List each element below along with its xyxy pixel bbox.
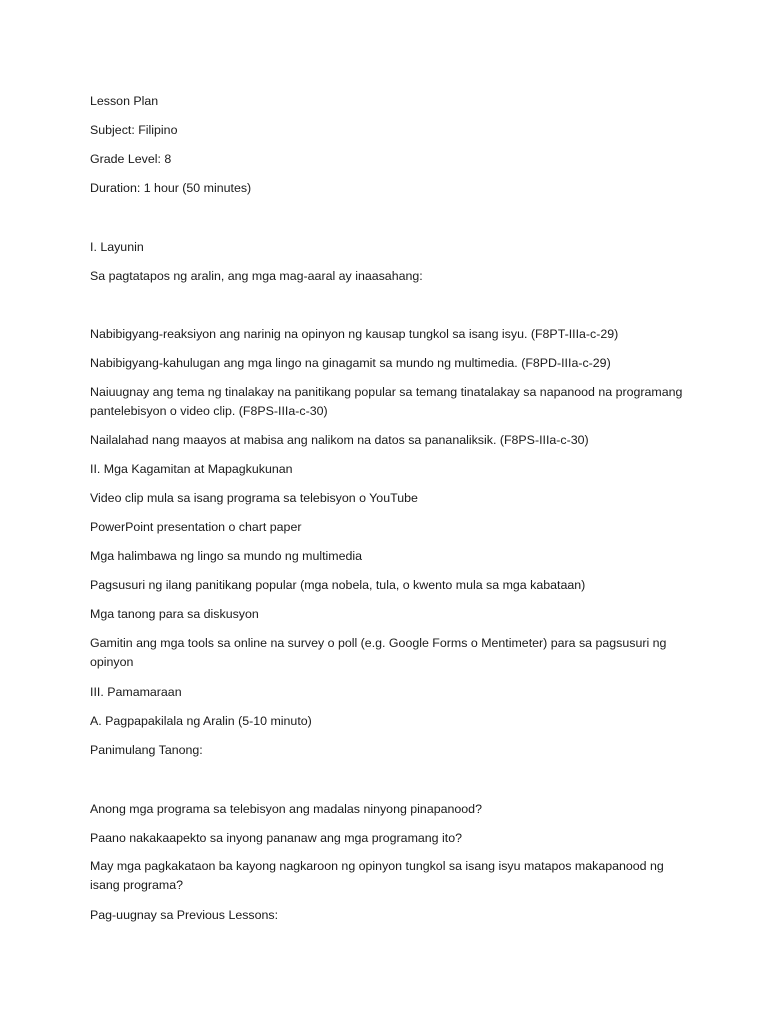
objective-item: Naiuugnay ang tema ng tinalakay na panitikang popular sa temang tinatalakay sa napanood na programang pantelebisyon o video clip. (F8PS-IIIa-c-30)	[90, 385, 683, 418]
question-item: May mga pagkakataon ba kayong nagkaroon ng opinyon tungkol sa isang isyu matapos makapanood ng isang programa?	[90, 859, 664, 892]
section-heading-layunin: I. Layunin	[90, 240, 144, 254]
material-item: Mga tanong para sa diskusyon	[90, 607, 259, 621]
objective-item: Nabibigyang-kahulugan ang mga lingo na ginagamit sa mundo ng multimedia. (F8PD-IIIa-c-29)	[90, 356, 611, 370]
material-item: Pagsusuri ng ilang panitikang popular (mga nobela, tula, o kwento mula sa mga kabataan)	[90, 578, 586, 592]
material-item: Mga halimbawa ng lingo sa mundo ng multimedia	[90, 549, 363, 563]
panimulang-tanong-label: Panimulang Tanong:	[90, 743, 203, 757]
question-item: Anong mga programa sa telebisyon ang madalas ninyong pinapanood?	[90, 802, 482, 816]
layunin-intro: Sa pagtatapos ng aralin, ang mga mag-aaral ay inaasahang:	[90, 269, 423, 283]
document-title: Lesson Plan	[90, 94, 159, 108]
objective-item: Nailalahad nang maayos at mabisa ang nalikom na datos sa pananaliksik. (F8PS-IIIa-c-30)	[90, 433, 589, 447]
section-heading-pamamaraan: III. Pamamaraan	[90, 685, 182, 699]
subject-line: Subject: Filipino	[90, 123, 178, 137]
material-item: Video clip mula sa isang programa sa telebisyon o YouTube	[90, 491, 418, 505]
section-heading-kagamitan: II. Mga Kagamitan at Mapagkukunan	[90, 462, 293, 476]
material-item: Gamitin ang mga tools sa online na survey o poll (e.g. Google Forms o Mentimeter) para sa pagsusuri ng opinyon	[90, 636, 667, 669]
previous-lessons-label: Pag-uugnay sa Previous Lessons:	[90, 908, 279, 922]
subsection-heading: A. Pagpapakilala ng Aralin (5-10 minuto)	[90, 714, 312, 728]
question-item: Paano nakakaapekto sa inyong pananaw ang mga programang ito?	[90, 831, 462, 845]
objective-item: Nabibigyang-reaksiyon ang narinig na opinyon ng kausap tungkol sa isang isyu. (F8PT-IIIa-c-29)	[90, 327, 619, 341]
material-item: PowerPoint presentation o chart paper	[90, 520, 302, 534]
duration-line: Duration: 1 hour (50 minutes)	[90, 181, 252, 195]
grade-level-line: Grade Level: 8	[90, 152, 172, 166]
